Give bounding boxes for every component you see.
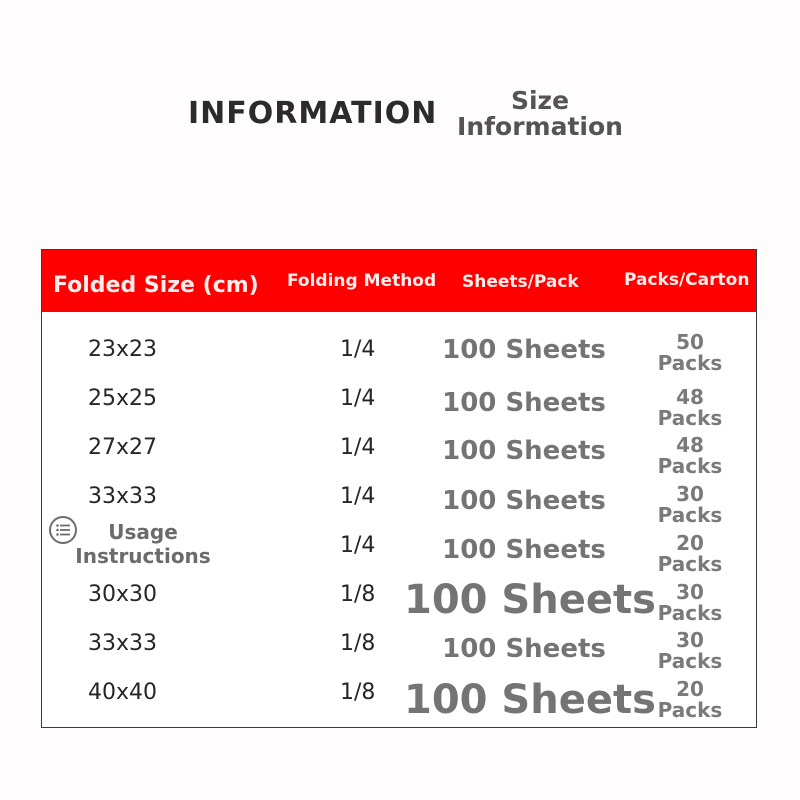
row-packs-number: 48: [676, 385, 704, 409]
row-fold: 1/8: [340, 680, 376, 705]
row-packs: [648, 533, 732, 575]
row-fold: 1/8: [340, 582, 376, 607]
size-table: [41, 249, 757, 728]
row-fold: 1/4: [340, 386, 376, 411]
column-header-folding-method: Folding Method: [287, 271, 437, 291]
row-size: 40x40: [88, 680, 158, 705]
row-packs: [648, 435, 732, 477]
row-sheets: 100 Sheets: [442, 634, 606, 664]
page-subtitle: Size Information: [457, 86, 623, 141]
row-sheets: 100 Sheets: [404, 677, 656, 723]
row-size: 23x23: [88, 337, 158, 362]
row-sheets: 100 Sheets: [442, 335, 606, 365]
row-packs: [648, 332, 732, 374]
row-sheets: 100 Sheets: [404, 577, 656, 623]
row-packs-unit: Packs: [657, 601, 723, 625]
row-fold: 1/8: [340, 631, 376, 656]
row-sheets: 100 Sheets: [442, 535, 606, 565]
page-title: INFORMATION: [188, 96, 438, 131]
row-packs-number: 50: [676, 330, 704, 354]
row-fold: 1/4: [340, 435, 376, 460]
row-packs-unit: Packs: [657, 649, 723, 673]
row-fold: 1/4: [340, 533, 376, 558]
row-packs-number: 30: [676, 580, 704, 604]
row-fold: 1/4: [340, 337, 376, 362]
table-header: [42, 250, 756, 312]
row-packs-number: 20: [676, 531, 704, 555]
row-packs-unit: Packs: [657, 406, 723, 430]
row-size: 27x27: [88, 435, 158, 460]
row-packs-number: 30: [676, 482, 704, 506]
row-packs-unit: Packs: [657, 503, 723, 527]
row-packs-number: 48: [676, 433, 704, 457]
column-header-folded-size: Folded Size (cm): [53, 273, 259, 298]
usage-instructions-label: Usage Instructions: [75, 520, 211, 568]
list-icon: [49, 516, 77, 544]
row-sheets: 100 Sheets: [442, 486, 606, 516]
row-sheets: 100 Sheets: [442, 388, 606, 418]
row-packs: [648, 679, 732, 721]
row-packs-number: 20: [676, 677, 704, 701]
row-packs-unit: Packs: [657, 552, 723, 576]
row-packs-unit: Packs: [657, 454, 723, 478]
row-size: 30x30: [88, 582, 158, 607]
row-packs-number: 30: [676, 628, 704, 652]
column-header-packs-carton: Packs/Carton: [624, 270, 750, 290]
row-sheets: 100 Sheets: [442, 436, 606, 466]
row-packs-unit: Packs: [657, 698, 723, 722]
row-size: 33x33: [88, 631, 158, 656]
row-packs: [648, 582, 732, 624]
row-size: 33x33: [88, 484, 158, 509]
column-header-sheets-pack: Sheets/Pack: [462, 272, 579, 292]
row-packs: [648, 630, 732, 672]
row-fold: 1/4: [340, 484, 376, 509]
row-packs: [648, 484, 732, 526]
usage-instructions-button[interactable]: [47, 512, 247, 574]
row-size: 25x25: [88, 386, 158, 411]
row-packs-unit: Packs: [657, 351, 723, 375]
row-packs: [648, 387, 732, 429]
